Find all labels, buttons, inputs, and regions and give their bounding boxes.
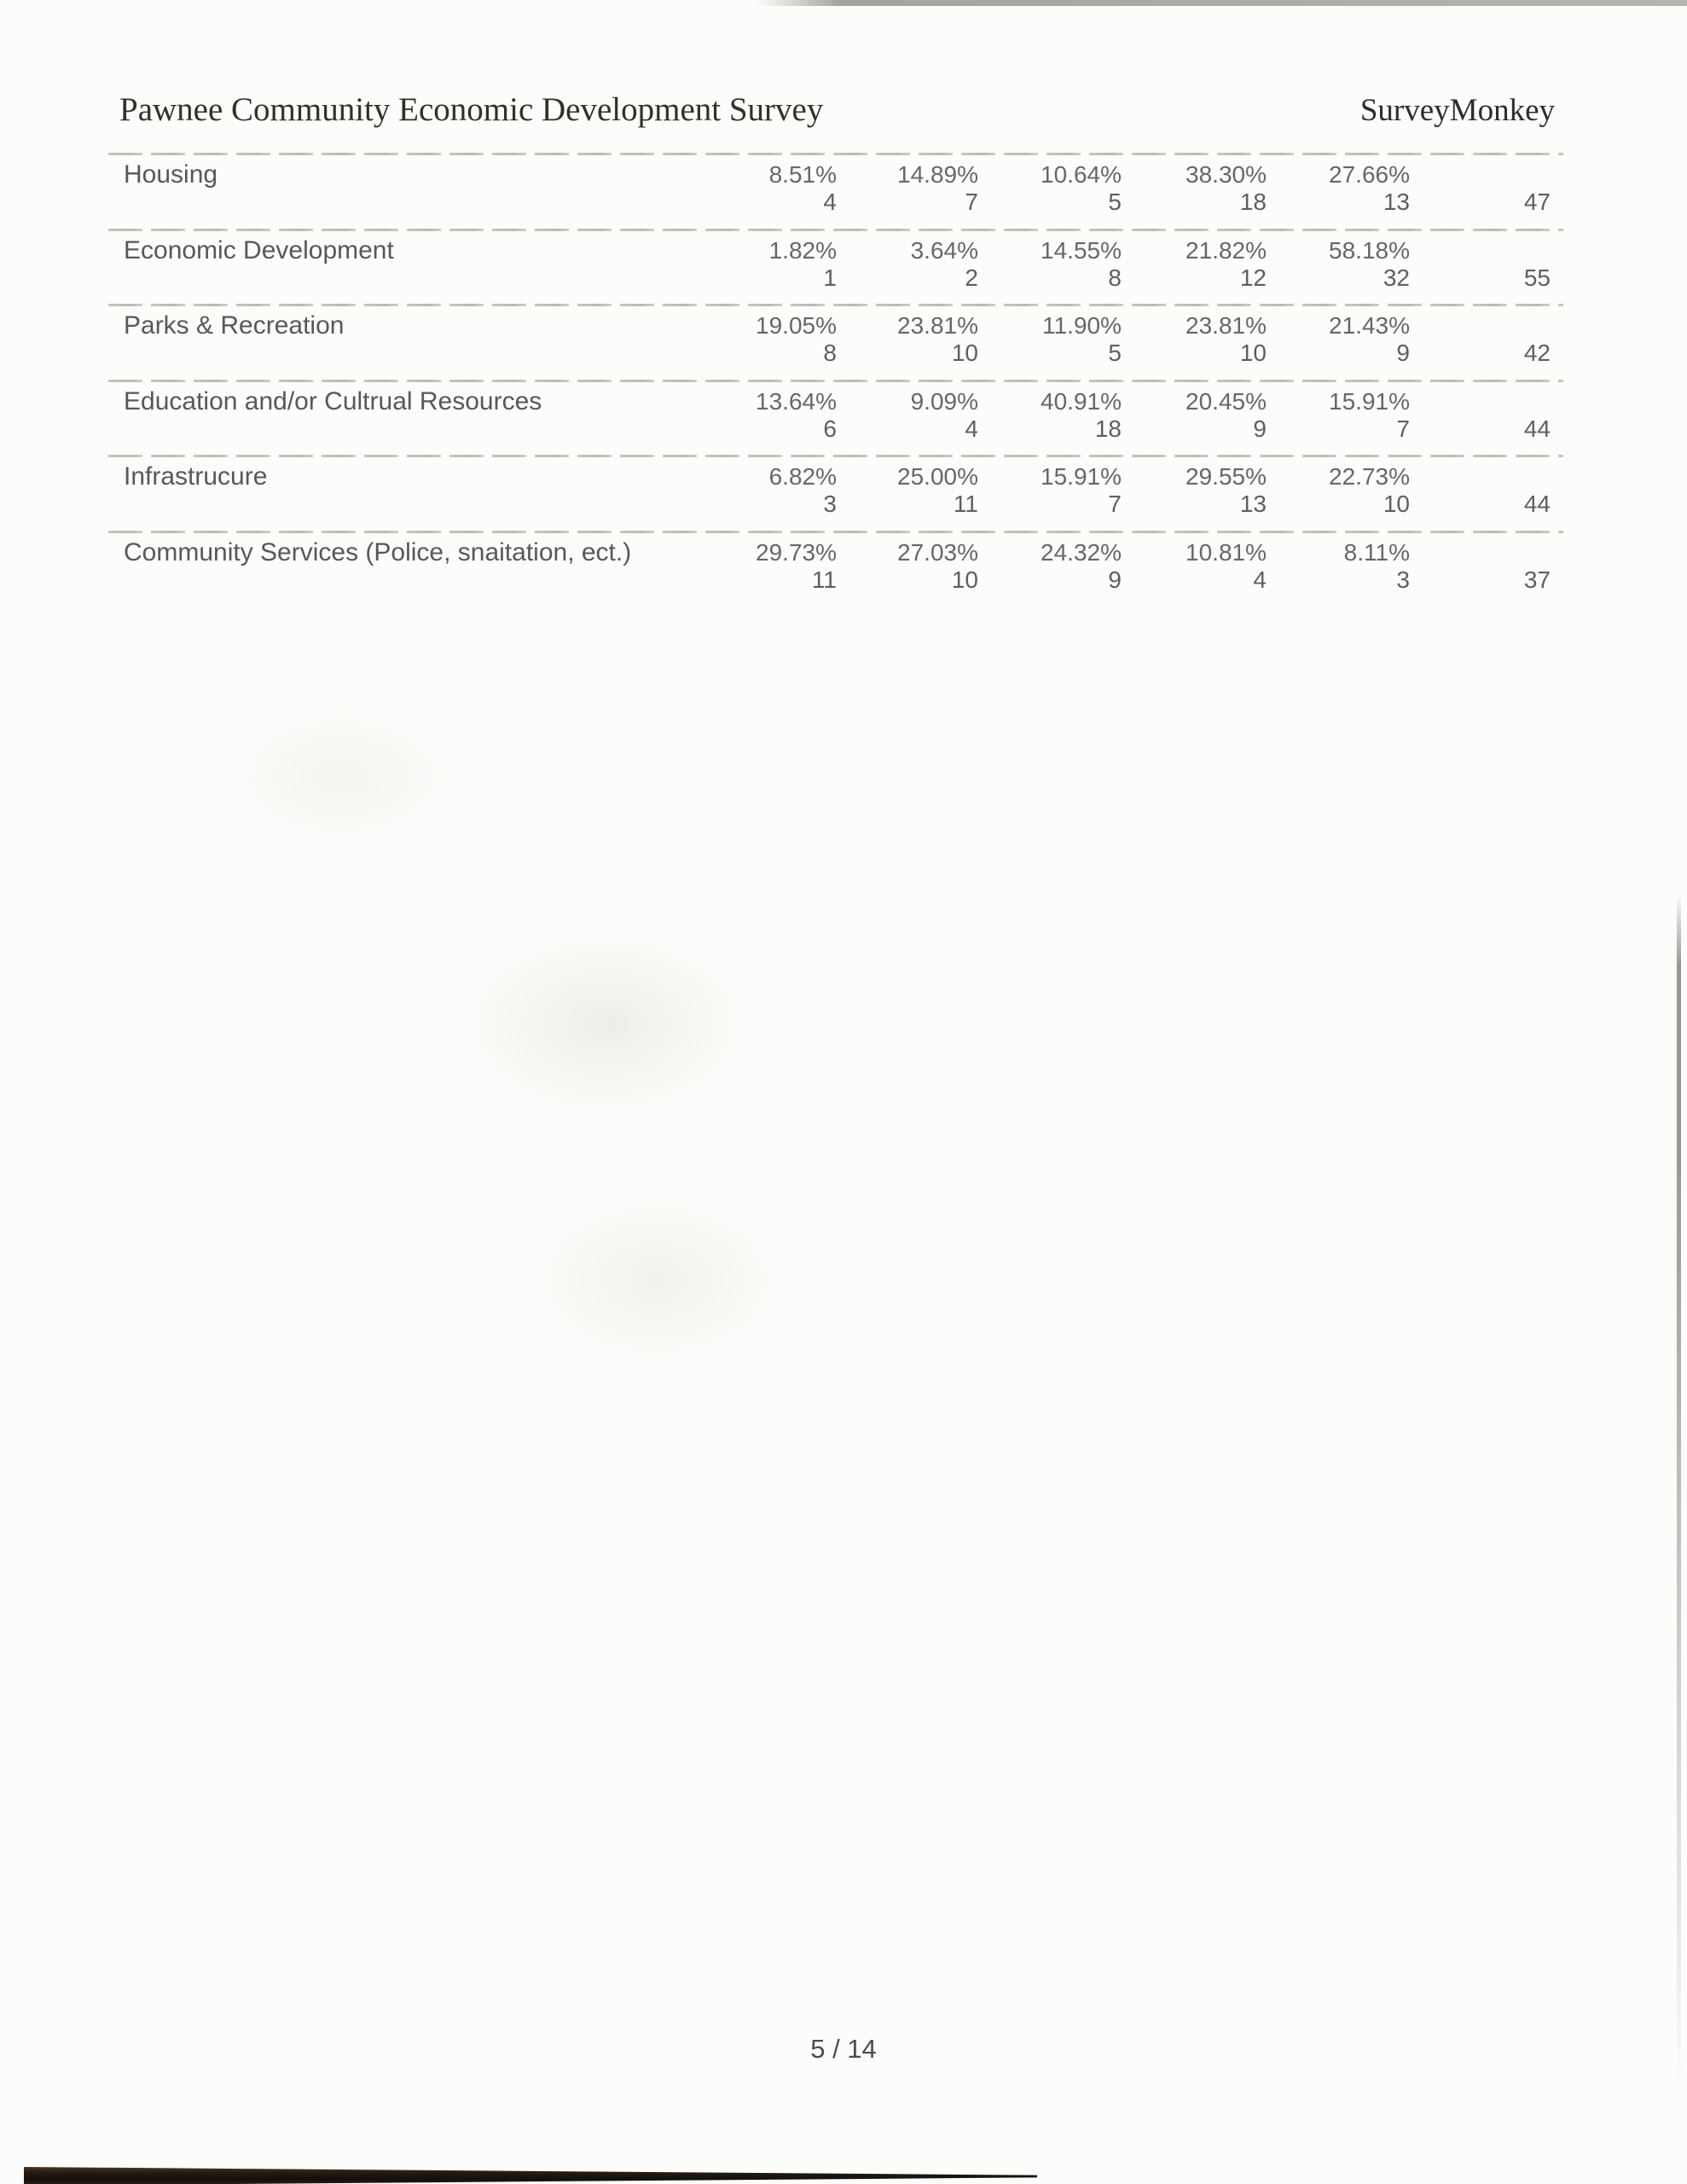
answer-cell: [837, 161, 978, 229]
total-spacer: [1410, 237, 1551, 264]
total-cell: [1410, 388, 1551, 456]
percent-value: 23.81%: [897, 312, 978, 339]
answer-cell: [1267, 161, 1410, 229]
total-cell: [1410, 161, 1551, 229]
scan-artifact-bottom-bar: [24, 2167, 1037, 2184]
total-spacer: [1410, 312, 1551, 340]
answer-cell: [1122, 312, 1267, 380]
count-value: 2: [965, 264, 978, 291]
percent-value: 11.90%: [1042, 312, 1122, 339]
count-value: 18: [1094, 415, 1122, 442]
count-value: 13: [1383, 189, 1410, 215]
table-row: [108, 380, 1563, 456]
count-value: 5: [1108, 340, 1122, 366]
answer-cell: [837, 463, 978, 531]
count-value: 9: [1108, 566, 1122, 593]
count-value: 11: [811, 566, 837, 593]
total-value: 44: [1523, 415, 1551, 442]
percent-value: 15.91%: [1329, 387, 1410, 415]
percent-value: 25.00%: [897, 463, 978, 490]
percent-value: 14.89%: [897, 161, 978, 188]
count-value: 9: [1253, 415, 1267, 442]
answer-cell: [1122, 539, 1267, 607]
percent-value: 10.81%: [1186, 538, 1267, 566]
table-row: [108, 304, 1563, 380]
answer-cell: [597, 539, 837, 607]
percent-value: 24.32%: [1041, 538, 1122, 566]
table-row: [108, 153, 1563, 229]
percent-value: 21.82%: [1186, 236, 1267, 264]
percent-value: 13.64%: [756, 387, 837, 415]
answer-cell: [597, 312, 837, 380]
total-spacer: [1410, 388, 1551, 415]
answer-cell: [978, 161, 1122, 229]
answer-cell: [1267, 312, 1410, 380]
answer-cell: [837, 237, 978, 305]
answer-cell: [1122, 237, 1267, 305]
row-label: Infrastrucure: [124, 462, 268, 491]
answer-cell: [1267, 388, 1410, 456]
scan-smudge: [230, 708, 452, 845]
count-value: 4: [823, 189, 837, 215]
answer-cell: [978, 237, 1122, 305]
count-value: 8: [1108, 264, 1122, 291]
scan-artifact-right-edge: [1677, 894, 1681, 2088]
count-value: 11: [953, 491, 978, 517]
total-cell: [1410, 237, 1551, 305]
percent-value: 10.64%: [1041, 161, 1122, 188]
answer-cell: [597, 388, 837, 456]
table-row: [108, 531, 1563, 607]
total-spacer: [1410, 463, 1551, 491]
page-number: 5 / 14: [810, 2034, 877, 2064]
count-value: 5: [1108, 189, 1122, 215]
count-value: 8: [823, 340, 837, 366]
answer-cell: [837, 539, 978, 607]
answer-cell: [1122, 388, 1267, 456]
percent-value: 8.11%: [1343, 538, 1410, 566]
total-cell: [1410, 463, 1551, 531]
answer-cell: [837, 312, 978, 380]
answer-cell: [597, 161, 837, 229]
answer-cell: [978, 539, 1122, 607]
scan-smudge: [529, 1194, 785, 1365]
table-row: [108, 455, 1563, 531]
answer-cell: [1267, 539, 1410, 607]
percent-value: 40.91%: [1041, 387, 1122, 415]
total-spacer: [1410, 539, 1551, 566]
answer-cell: [978, 312, 1122, 380]
count-value: 7: [1108, 491, 1122, 517]
percent-value: 27.03%: [897, 538, 978, 566]
total-spacer: [1410, 161, 1551, 189]
results-table: [108, 153, 1563, 606]
total-value: 44: [1523, 491, 1551, 517]
count-value: 7: [965, 189, 978, 215]
count-value: 18: [1239, 189, 1267, 215]
row-label: Housing: [124, 160, 218, 189]
count-value: 32: [1383, 264, 1410, 291]
percent-value: 8.51%: [768, 161, 837, 188]
percent-value: 20.45%: [1186, 387, 1267, 415]
count-value: 10: [1383, 491, 1410, 517]
table-row: [108, 229, 1563, 305]
answer-cell: [1122, 161, 1267, 229]
answer-cell: [597, 237, 837, 305]
count-value: 9: [1396, 340, 1410, 366]
count-value: 10: [951, 566, 978, 593]
total-value: 55: [1523, 264, 1551, 291]
total-cell: [1410, 539, 1551, 607]
answer-cell: [597, 463, 837, 531]
count-value: 10: [951, 340, 978, 366]
total-value: 47: [1523, 189, 1551, 215]
answer-cell: [837, 388, 978, 456]
percent-value: 19.05%: [756, 312, 837, 339]
percent-value: 29.73%: [756, 538, 837, 566]
percent-value: 27.66%: [1329, 161, 1410, 188]
row-label: Community Services (Police, snaitation, ect.): [124, 537, 632, 566]
scan-artifact-top-edge: [757, 0, 1687, 6]
percent-value: 15.91%: [1041, 463, 1122, 490]
percent-value: 14.55%: [1041, 236, 1122, 264]
percent-value: 22.73%: [1329, 463, 1410, 490]
brand-name: SurveyMonkey: [1359, 93, 1555, 128]
percent-value: 23.81%: [1186, 312, 1267, 339]
total-value: 42: [1523, 340, 1551, 366]
count-value: 7: [1396, 415, 1410, 442]
answer-cell: [978, 388, 1122, 456]
count-value: 13: [1239, 491, 1267, 517]
row-label: Economic Development: [124, 235, 394, 264]
percent-value: 58.18%: [1329, 236, 1410, 264]
total-cell: [1410, 312, 1551, 380]
count-value: 6: [823, 415, 837, 442]
answer-cell: [1267, 237, 1410, 305]
row-label: Parks & Recreation: [124, 311, 345, 340]
percent-value: 9.09%: [910, 387, 978, 415]
count-value: 4: [1253, 566, 1267, 593]
row-label: Education and/or Cultrual Resources: [124, 386, 542, 415]
count-value: 12: [1239, 264, 1267, 291]
count-value: 1: [823, 264, 837, 291]
page-title: Pawnee Community Economic Development Survey: [119, 91, 824, 128]
count-value: 3: [1396, 566, 1410, 593]
scan-smudge: [461, 930, 751, 1118]
count-value: 4: [965, 415, 978, 442]
percent-value: 3.64%: [910, 236, 978, 264]
percent-value: 21.43%: [1329, 312, 1410, 339]
answer-cell: [978, 463, 1122, 531]
count-value: 10: [1239, 340, 1267, 366]
total-value: 37: [1523, 566, 1551, 593]
percent-value: 38.30%: [1186, 161, 1267, 188]
percent-value: 6.82%: [768, 463, 837, 490]
percent-value: 29.55%: [1186, 463, 1267, 490]
answer-cell: [1267, 463, 1410, 531]
count-value: 3: [823, 491, 837, 517]
answer-cell: [1122, 463, 1267, 531]
percent-value: 1.82%: [768, 236, 837, 264]
